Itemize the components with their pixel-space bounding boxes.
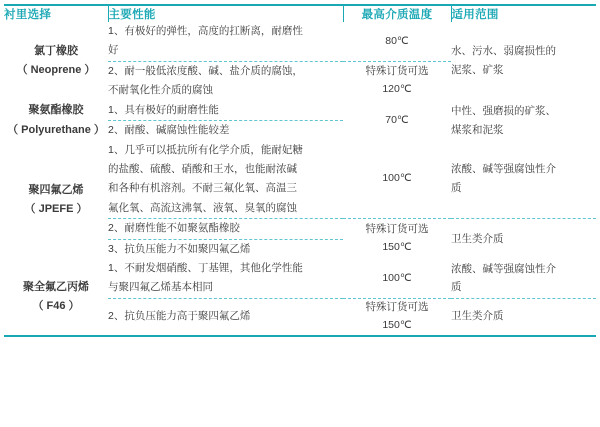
- temperature-cell: 100℃: [382, 271, 412, 284]
- table-row: [4, 259, 596, 298]
- performance-cell: 1、有极好的弹性，高度的扛断离，耐磨性 好: [108, 25, 303, 57]
- material-name: 氯丁橡胶: [34, 45, 78, 58]
- performance-cell: 1、几乎可以抵抗所有化学介质，能耐妃糖 的盐酸、硫酸、硝酸和王水，也能耐浓碱 和各种有机溶剂。不耐三氟化氧、高温三 氟化氧、高流这沸氧、液氧、臭氧的腐蚀: [108, 143, 303, 214]
- performance-cell: 2、耐酸、碱腐蚀性能较差: [108, 121, 343, 141]
- material-name-en: （ F46 ）: [32, 299, 80, 312]
- scope-cell: 浓酸、碱等强腐蚀性介 质: [451, 262, 556, 294]
- material-name-en: （ Neoprene ）: [16, 64, 96, 77]
- header-temperature: 最高介质温度: [343, 5, 451, 22]
- performance-cell: 2、耐磨性能不如聚氨酯橡胶: [108, 219, 343, 239]
- temperature-cell: 80℃: [385, 34, 409, 47]
- performance-cell: 2、抗负压能力高于聚四氟乙烯: [108, 298, 343, 335]
- temperature-cell: 70℃: [385, 113, 409, 126]
- temperature-cell: 100℃: [382, 172, 412, 185]
- scope-cell: 水、污水、弱腐损性的 泥浆、矿浆: [451, 45, 556, 77]
- performance-cell: 2、耐一般低浓度酸、碱、盐介质的腐蚀， 不耐氧化性介质的腐蚀: [108, 61, 343, 100]
- material-cell: [4, 141, 108, 260]
- material-name-en: （ Polyurethane ）: [7, 123, 105, 136]
- temperature-cell: 特殊订货可选 120℃: [343, 61, 451, 100]
- material-cell: [4, 101, 108, 141]
- table-header-row: [4, 5, 596, 22]
- lining-specification-table: [4, 4, 596, 337]
- material-cell: [4, 259, 108, 336]
- performance-cell: 1、具有极好的耐磨性能: [108, 103, 219, 116]
- header-performance: 主要性能: [108, 5, 343, 22]
- temperature-cell: 特殊订货可选 150℃: [343, 298, 451, 335]
- material-name: 聚四氟乙烯: [28, 183, 84, 196]
- header-scope: 适用范围: [451, 9, 499, 21]
- scope-cell: 中性、强磨损的矿浆、 煤浆和泥浆: [451, 104, 556, 136]
- material-name: 聚全氟乙丙烯: [23, 280, 89, 293]
- performance-cell: 3、抗负压能力不如聚四氟乙烯: [108, 239, 343, 259]
- table-row: [4, 141, 596, 219]
- table-row: [4, 22, 596, 61]
- table-row: [4, 101, 596, 121]
- header-material: 衬里选择: [4, 5, 108, 22]
- temperature-cell: 特殊订货可选 150℃: [343, 219, 451, 259]
- material-name: 聚氨酯橡胶: [28, 104, 84, 117]
- material-cell: [4, 22, 108, 101]
- material-name-en: （ JPEFE ）: [24, 202, 88, 215]
- performance-cell: 1、不耐发烟硝酸、丁基锂，其他化学性能 与聚四氟乙烯基本相同: [108, 262, 303, 294]
- scope-cell: 浓酸、碱等强腐蚀性介 质: [451, 163, 556, 195]
- scope-cell: 卫生类介质: [451, 219, 596, 259]
- scope-cell: 卫生类介质: [451, 298, 596, 335]
